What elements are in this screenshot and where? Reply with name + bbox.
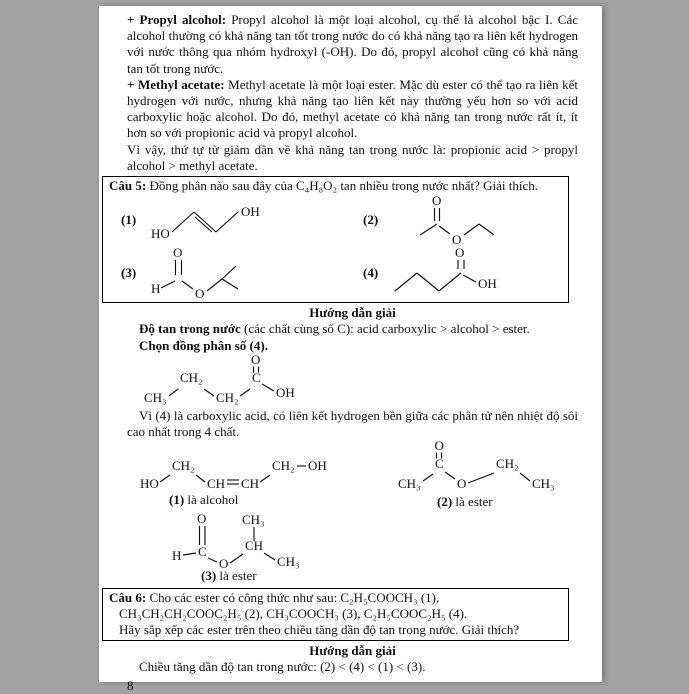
- paragraph-methyl-acetate: [127, 77, 578, 142]
- question-box-cau5: [102, 176, 569, 303]
- solution6-answer: Chiều tăng dần độ tan trong nước: (2) < (4) < (1) < (3).: [139, 659, 426, 675]
- methyl-acetate-term: + Methyl acetate:: [127, 76, 225, 92]
- structure-cell-2: [363, 193, 507, 248]
- atom-label-o-ester: O: [195, 286, 205, 302]
- structure-block-3: [127, 512, 578, 584]
- solubility-rule-line: [127, 321, 578, 337]
- cau5-question-line: [109, 178, 562, 194]
- paragraph-propyl-alcohol: [127, 12, 578, 77]
- caption-3-number: (3): [201, 568, 217, 584]
- document-page: [99, 6, 602, 693]
- caption-2-number: (2): [437, 494, 453, 510]
- structure-block-2: [397, 438, 567, 510]
- atom-label-o-carbonyl: O: [197, 511, 207, 527]
- question-box-cau6: [102, 588, 569, 642]
- atom-label-h: H: [151, 281, 161, 297]
- atom-label-ho: HO: [151, 226, 170, 242]
- structure-1-butenediol-skeletal: [150, 198, 280, 242]
- atom-label-c: C: [252, 369, 261, 385]
- structure-chosen-butanoic-acid-condensed: [143, 351, 318, 408]
- cau6-label: Câu 6:: [109, 589, 147, 605]
- atom-label-oh: OH: [241, 204, 260, 220]
- atom-label-oh: OH: [276, 384, 295, 400]
- structure-4-butanoic-acid-skeletal: [392, 247, 527, 299]
- caption-structure-2: [437, 494, 567, 510]
- structure-3-ester-condensed: [171, 511, 331, 572]
- atom-label-h: H: [172, 548, 182, 564]
- propyl-alcohol-term: + Propyl alcohol:: [127, 12, 227, 27]
- atom-label-o-ester: O: [452, 232, 462, 248]
- atom-label-ch2: CH₂: [180, 369, 203, 385]
- structures-dual-row: [127, 438, 578, 510]
- atom-label-ch2: CH₂: [272, 458, 295, 474]
- solution6-heading: Hướng dẫn giải: [309, 643, 396, 659]
- caption-structure-1: [169, 492, 397, 508]
- structure-3-number: (3): [121, 265, 137, 281]
- cau6-line3: Hãy sắp xếp các ester trên theo chiều tăng dần độ tan trong nước. Giải thích?: [119, 622, 520, 638]
- cau6-line1-text: Cho các ester có công thức như sau: C₂H₅COOCH₃ (1),: [146, 589, 440, 605]
- structure-cell-1: [109, 198, 363, 242]
- structure-1-number: (1): [121, 212, 137, 228]
- atom-label-ch: CH: [207, 476, 226, 492]
- atom-label-ch2: CH₂: [216, 389, 239, 405]
- atom-label-ch3: CH₃: [532, 476, 555, 492]
- propyl-alcohol-text: Propyl alcohol là một loại alcohol, cụ thể là alcohol bậc I. Các alcohol thường có khả năng tan tốt trong nước do có khả năng tạo ra liên kết hydrogen với nước thông qua nhóm hydroxyl (-OH). Do đó, propyl alcohol cũng có khả năng tan tốt trong nước.: [127, 12, 578, 76]
- structure-3-isopropyl-formate-skeletal: [150, 245, 280, 302]
- atom-label-o-ester: O: [219, 556, 229, 572]
- atom-label-o-carbonyl: O: [173, 245, 183, 261]
- page-number: 8: [127, 677, 134, 693]
- atom-label-ho: HO: [140, 476, 159, 492]
- cau6-line2: CH₃CH₂CH₂COOC₂H₅ (2), CH₃COOCH₃ (3), C₂H₅COOC₂H₅ (4).: [119, 605, 468, 621]
- atom-label-oh: OH: [308, 458, 327, 474]
- structure-1-butenediol-condensed: [139, 448, 344, 492]
- atom-label-c: C: [198, 544, 207, 560]
- atom-label-ch3-top: CH₃: [242, 512, 265, 528]
- structure-2-ethyl-acetate-skeletal: [392, 193, 507, 248]
- structure-2-ethyl-acetate-condensed: [397, 438, 567, 494]
- atom-label-o-carbonyl: O: [434, 438, 444, 454]
- structure-block-1: [127, 442, 397, 510]
- caption-2-text: là ester: [452, 494, 493, 510]
- atom-label-ch2: CH₂: [172, 458, 195, 474]
- atom-label-o-carbonyl: O: [455, 245, 465, 261]
- atom-label-ch2: CH₂: [496, 456, 519, 472]
- atom-label-ch: CH: [245, 538, 264, 554]
- cau6-line1: [109, 590, 562, 606]
- solution5-heading: Hướng dẫn giải: [309, 305, 396, 321]
- atom-label-c: C: [435, 456, 444, 472]
- solubility-rule-term: Độ tan trong nước: [139, 321, 241, 337]
- caption-1-number: (1): [169, 492, 185, 508]
- caption-1-text: là alcohol: [184, 492, 239, 508]
- atom-label-o-carbonyl: O: [251, 351, 261, 367]
- structure-row-2: [109, 246, 562, 300]
- atom-label-ch3: CH₃: [277, 554, 300, 570]
- atom-label-ch3: CH₃: [144, 389, 167, 405]
- caption-structure-3: [201, 568, 578, 584]
- structure-cell-4: [363, 247, 527, 299]
- structure-row-1: [109, 194, 562, 246]
- paragraph-reason: Vì (4) là carboxylic acid, có liên kết hydrogen bền giữa các phân tử nên nhiệt độ sôi cao nhất trong 4 chất.: [127, 407, 578, 440]
- cau5-label: Câu 5:: [109, 178, 147, 194]
- atom-label-o-carbonyl: O: [432, 193, 442, 209]
- methyl-acetate-text: Methyl acetate là một loại ester. Mặc dù ester có thể tạo ra liên kết hydrogen với nước, nhưng khả năng tạo liên kết này thường yếu hơn so với acid carboxylic hoặc alcohol. Do đó, methyl acetate có khả năng tan trong nước rất ít, ít hơn so với propionic acid và propyl alcohol.: [127, 76, 579, 141]
- caption-3-text: là ester: [216, 568, 257, 584]
- atom-label-o-ester: O: [457, 476, 467, 492]
- atom-label-oh: OH: [478, 276, 497, 292]
- structure-4-number: (4): [363, 265, 379, 281]
- atom-label-ch: CH: [241, 476, 260, 492]
- chosen-isomer-line: Chọn đồng phân số (4).: [139, 337, 268, 353]
- paragraph-conclusion: Vì vậy, thứ tự từ giảm dần về khả năng tan trong nước là: propionic acid > propyl alcohol > methyl acetate.: [127, 141, 578, 173]
- structure-2-number: (2): [363, 212, 379, 228]
- cau5-question-text: Đồng phân nào sau đây của C₄H₈O₂ tan nhiều trong nước nhất? Giải thích.: [146, 178, 538, 194]
- atom-label-ch3: CH₃: [398, 476, 421, 492]
- structure-cell-3: [109, 245, 363, 302]
- solubility-rule-text: (các chất cùng số C): acid carboxylic > alcohol > ester.: [240, 321, 530, 337]
